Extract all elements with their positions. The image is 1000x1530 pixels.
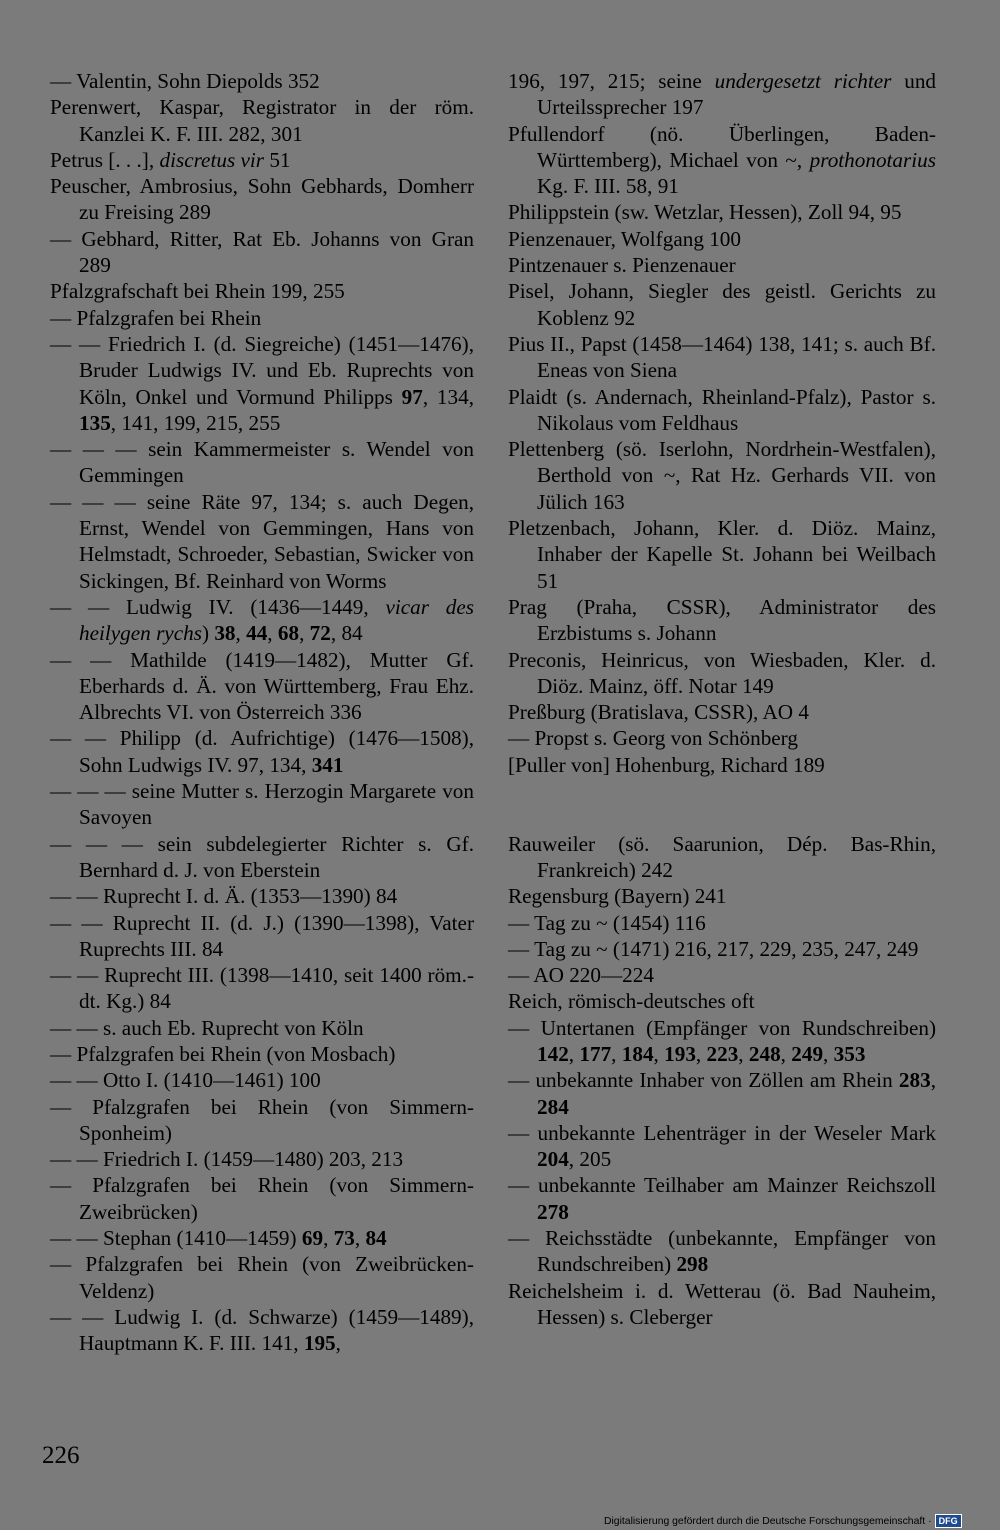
index-entry <box>508 831 936 884</box>
page-ref-bold: 44 <box>246 621 268 646</box>
index-entry <box>508 436 936 515</box>
index-entry <box>50 226 474 279</box>
entry-text: — — — sein subdelegierter Richter s. Gf. Bernhard d. J. von Eberstein <box>50 831 474 882</box>
entry-text: , <box>568 1041 580 1066</box>
index-entry <box>508 1225 936 1278</box>
page-ref-bold: 341 <box>311 752 344 777</box>
index-entry <box>50 962 474 1015</box>
entry-text: , <box>235 621 247 646</box>
entry-text: — — Philipp (d. Aufrichtige) (1476—1508), Sohn Ludwigs IV. 97, 134, <box>50 726 474 777</box>
index-entry <box>508 121 936 200</box>
page-ref-bold: 193 <box>664 1041 696 1066</box>
page-ref-bold: 135 <box>79 410 111 435</box>
index-entry <box>50 647 474 726</box>
index-entry <box>50 436 474 489</box>
index-entry <box>508 725 936 751</box>
entry-text: Pfullendorf (nö. Überlingen, Baden-Württemberg), Michael von ~, <box>508 121 936 172</box>
entry-text: , <box>267 621 278 646</box>
entry-text: — — Ludwig I. (d. Schwarze) (1459—1489), Hauptmann K. F. III. 141, <box>50 1304 474 1356</box>
index-entry <box>50 1146 474 1172</box>
entry-text: 51 <box>264 147 291 172</box>
index-entry <box>50 1094 474 1147</box>
index-entry <box>50 831 474 884</box>
index-entry <box>508 962 936 988</box>
page-ref-bold: 72 <box>309 621 331 646</box>
entry-text: , 134, <box>422 384 474 409</box>
page-ref-bold: 204 <box>537 1147 569 1172</box>
index-entry <box>50 305 474 331</box>
entry-text: , <box>354 1226 366 1251</box>
entry-text: Philippstein (sw. Wetzlar, Hessen), Zoll 94, 95 <box>508 200 902 225</box>
index-entry <box>508 1278 936 1331</box>
page-ref-bold: 177 <box>579 1041 612 1066</box>
index-entry <box>508 647 936 700</box>
entry-text: Pintzenauer s. Pienzenauer <box>508 253 736 278</box>
entry-text: — Gebhard, Ritter, Rat Eb. Johanns von Gran 289 <box>50 226 474 278</box>
entry-text: und Urteilssprecher 197 <box>537 69 936 120</box>
entry-text: — — Stephan (1410—1459) <box>50 1226 302 1251</box>
entry-text: — Tag zu ~ (1454) 116 <box>508 910 706 935</box>
entry-text: [Puller von] Hohenburg, Richard 189 <box>508 752 825 777</box>
page-ref-bold: 223 <box>706 1041 739 1066</box>
entry-text: ) <box>201 621 215 646</box>
index-entry <box>50 1225 474 1251</box>
index-entry <box>508 988 936 1014</box>
index-entry <box>508 910 936 936</box>
index-entry <box>50 147 474 173</box>
entry-text: Plettenberg (sö. Iserlohn, Nordrhein-Westfalen), Berthold von ~, Rat Hz. Gerhards VII. von Jülich 163 <box>508 437 936 514</box>
entry-text: — — Ruprecht II. (d. J.) (1390—1398), Vater Ruprechts III. 84 <box>50 910 474 961</box>
entry-text: — Pfalzgrafen bei Rhein (von Simmern-Sponheim) <box>50 1094 474 1145</box>
entry-text: Peuscher, Ambrosius, Sohn Gebhards, Domherr zu Freising 289 <box>50 174 474 225</box>
entry-text: , 205 <box>568 1147 612 1172</box>
index-entry <box>508 1015 936 1068</box>
footer-text: Digitalisierung gefördert durch die Deutsche Forschungsgemeinschaft <box>604 1515 926 1527</box>
entry-text: Pisel, Johann, Siegler des geistl. Gerichts zu Koblenz 92 <box>508 279 936 330</box>
page-number: 226 <box>42 1442 80 1469</box>
index-entry <box>50 173 474 226</box>
entry-text: Plaidt (s. Andernach, Rheinland-Pfalz), Pastor s. Nikolaus vom Feldhaus <box>508 384 936 435</box>
page-ref-bold: 184 <box>621 1041 654 1066</box>
entry-text: — — Ludwig IV. (1436—1449, <box>50 594 386 619</box>
entry-text: — — Friedrich I. (d. Siegreiche) (1451—1476), Bruder Ludwigs IV. und Eb. Ruprechts von Köln, Onkel und Vormund Philipps <box>50 331 474 409</box>
entry-text: — Valentin, Sohn Diepolds 352 <box>50 69 320 93</box>
entry-text: Reich, römisch-deutsches oft <box>508 989 755 1014</box>
entry-text: — AO 220—224 <box>508 963 654 988</box>
entry-text: — — Ruprecht III. (1398—1410, seit 1400 röm.-dt. Kg.) 84 <box>50 963 474 1014</box>
index-entry <box>508 1067 936 1120</box>
entry-text: Perenwert, Kaspar, Registrator in der röm. Kanzlei K. F. III. 282, 301 <box>50 95 474 146</box>
entry-text: , 141, 199, 215, 255 <box>110 410 281 435</box>
entry-text: — Propst s. Georg von Schönberg <box>508 726 798 751</box>
entry-text: , 84 <box>330 621 363 646</box>
page-ref-bold: 278 <box>537 1199 569 1224</box>
index-entry <box>508 883 936 909</box>
footer-separator: · <box>928 1515 932 1527</box>
entry-text: — — Friedrich I. (1459—1480) 203, 213 <box>50 1147 404 1172</box>
index-entry <box>508 252 936 278</box>
entry-text: — Tag zu ~ (1471) 216, 217, 229, 235, 247, 249 <box>508 936 919 961</box>
index-column-left <box>50 68 474 1357</box>
entry-text: , <box>653 1041 665 1066</box>
entry-text: — Pfalzgrafen bei Rhein (von Zweibrücken-Veldenz) <box>50 1252 474 1303</box>
entry-text: , <box>323 1226 334 1251</box>
entry-text: — — — seine Mutter s. Herzogin Margarete von Savoyen <box>50 779 474 830</box>
entry-text: — Reichsstädte (unbekannte, Empfänger von Rundschreiben) <box>508 1226 936 1277</box>
entry-text: — Pfalzgrafen bei Rhein (von Simmern-Zweibrücken) <box>50 1173 474 1224</box>
index-entry <box>50 1015 474 1041</box>
page-ref-bold: 38 <box>214 621 236 646</box>
entry-text: , <box>930 1068 936 1093</box>
index-entry <box>50 489 474 594</box>
page-ref-bold: 298 <box>676 1252 709 1277</box>
entry-text: — unbekannte Inhaber von Zöllen am Rhein <box>508 1068 899 1093</box>
entry-text: Pienzenauer, Wolfgang 100 <box>508 226 741 251</box>
index-entry <box>50 1251 474 1304</box>
index-entry <box>50 278 474 304</box>
entry-text: , <box>823 1041 834 1066</box>
page-ref-bold: 73 <box>333 1226 355 1251</box>
index-entry <box>50 594 474 647</box>
page-ref-bold: 284 <box>537 1094 569 1119</box>
page-ref-bold: 353 <box>833 1041 866 1066</box>
entry-text: Regensburg (Bayern) 241 <box>508 884 727 909</box>
page-ref-bold: 97 <box>401 384 423 409</box>
page-ref-bold: 142 <box>537 1041 569 1066</box>
entry-text: — Untertanen (Empfänger von Rundschreiben) <box>508 1015 936 1040</box>
index-entry <box>50 68 474 94</box>
entry-text: , <box>611 1041 622 1066</box>
entry-text: — — Ruprecht I. d. Ä. (1353—1390) 84 <box>50 884 398 909</box>
entry-text: Pfalzgrafschaft bei Rhein 199, 255 <box>50 279 345 304</box>
index-entry <box>508 936 936 962</box>
page-ref-bold: 249 <box>791 1041 824 1066</box>
index-column-right <box>508 68 936 1330</box>
entry-text: , <box>299 621 310 646</box>
entry-text: , <box>738 1041 749 1066</box>
entry-text: , <box>335 1331 341 1356</box>
entry-text: Pius II., Papst (1458—1464) 138, 141; s. auch Bf. Eneas von Siena <box>508 331 936 383</box>
index-entry <box>508 515 936 594</box>
italic-text: prothonotarius <box>809 147 936 172</box>
entry-text: Petrus [. . .], <box>50 147 160 172</box>
entry-text: — unbekannte Lehenträger in der Weseler Mark <box>508 1120 936 1145</box>
entry-text: , <box>695 1041 707 1066</box>
entry-text: Reichelsheim i. d. Wetterau (ö. Bad Nauheim, Hessen) s. Cleberger <box>508 1278 936 1329</box>
index-entry <box>50 94 474 147</box>
entry-text: 196, 197, 215; seine <box>508 69 715 93</box>
index-entry <box>50 725 474 778</box>
entry-text: — Pfalzgrafen bei Rhein (von Mosbach) <box>50 1041 396 1066</box>
index-entry <box>508 699 936 725</box>
index-entry <box>50 1172 474 1225</box>
digitization-footer <box>604 1514 962 1528</box>
dfg-logo: DFG <box>935 1514 962 1528</box>
entry-text: Preßburg (Bratislava, CSSR), AO 4 <box>508 700 809 725</box>
index-entry <box>508 752 936 778</box>
index-entry <box>508 331 936 384</box>
index-entry <box>508 1120 936 1173</box>
page-ref-bold: 248 <box>748 1041 781 1066</box>
page-ref-bold: 68 <box>277 621 300 646</box>
index-entry <box>50 1304 474 1357</box>
section-gap <box>508 778 936 831</box>
index-entry <box>508 278 936 331</box>
entry-text: — — Otto I. (1410—1461) 100 <box>50 1068 321 1093</box>
italic-text: discretus vir <box>159 147 265 172</box>
index-entry <box>50 910 474 963</box>
entry-text: — Pfalzgrafen bei Rhein <box>50 305 262 330</box>
page-ref-bold: 84 <box>365 1226 387 1251</box>
index-entry <box>50 331 474 436</box>
entry-text: — unbekannte Teilhaber am Mainzer Reichszoll <box>508 1173 936 1198</box>
entry-text: — — Mathilde (1419—1482), Mutter Gf. Eberhards d. Ä. von Württemberg, Frau Ehz. Albrechts VI. von Österreich 336 <box>50 647 474 725</box>
entry-text: — — — seine Räte 97, 134; s. auch Degen, Ernst, Wendel von Gemmingen, Hans von Helmstadt, Schroeder, Sebastian, Swicker von Sickingen, Bf. Reinhard von Worms <box>50 489 474 593</box>
entry-text: Prag (Praha, CSSR), Administrator des Erzbistums s. Johann <box>508 594 936 646</box>
entry-text: , <box>780 1041 792 1066</box>
entry-text: Rauweiler (sö. Saarunion, Dép. Bas-Rhin, Frankreich) 242 <box>508 831 936 882</box>
entry-text: Kg. F. III. 58, 91 <box>537 174 679 199</box>
index-entry <box>508 199 936 225</box>
entry-text: Preconis, Heinricus, von Wiesbaden, Kler. d. Diöz. Mainz, öff. Notar 149 <box>508 647 936 698</box>
index-entry <box>50 1067 474 1093</box>
entry-text: — — — sein Kammermeister s. Wendel von Gemmingen <box>50 437 474 488</box>
italic-text: undergesetzt richter <box>714 69 892 93</box>
entry-text: Pletzenbach, Johann, Kler. d. Diöz. Mainz, Inhaber der Kapelle St. Johann bei Weilbach 51 <box>508 516 936 593</box>
index-entry <box>508 68 936 121</box>
index-entry <box>50 1041 474 1067</box>
italic-text: vicar des heilygen rychs <box>79 594 475 646</box>
index-entry <box>508 226 936 252</box>
entry-text: — — s. auch Eb. Ruprecht von Köln <box>50 1015 364 1040</box>
index-entry <box>508 1172 936 1225</box>
page-ref-bold: 69 <box>301 1226 324 1251</box>
index-entry <box>50 778 474 831</box>
page-ref-bold: 283 <box>898 1068 931 1093</box>
index-entry <box>508 384 936 437</box>
page-ref-bold: 195 <box>303 1331 336 1356</box>
index-entry <box>50 883 474 909</box>
index-entry <box>508 594 936 647</box>
